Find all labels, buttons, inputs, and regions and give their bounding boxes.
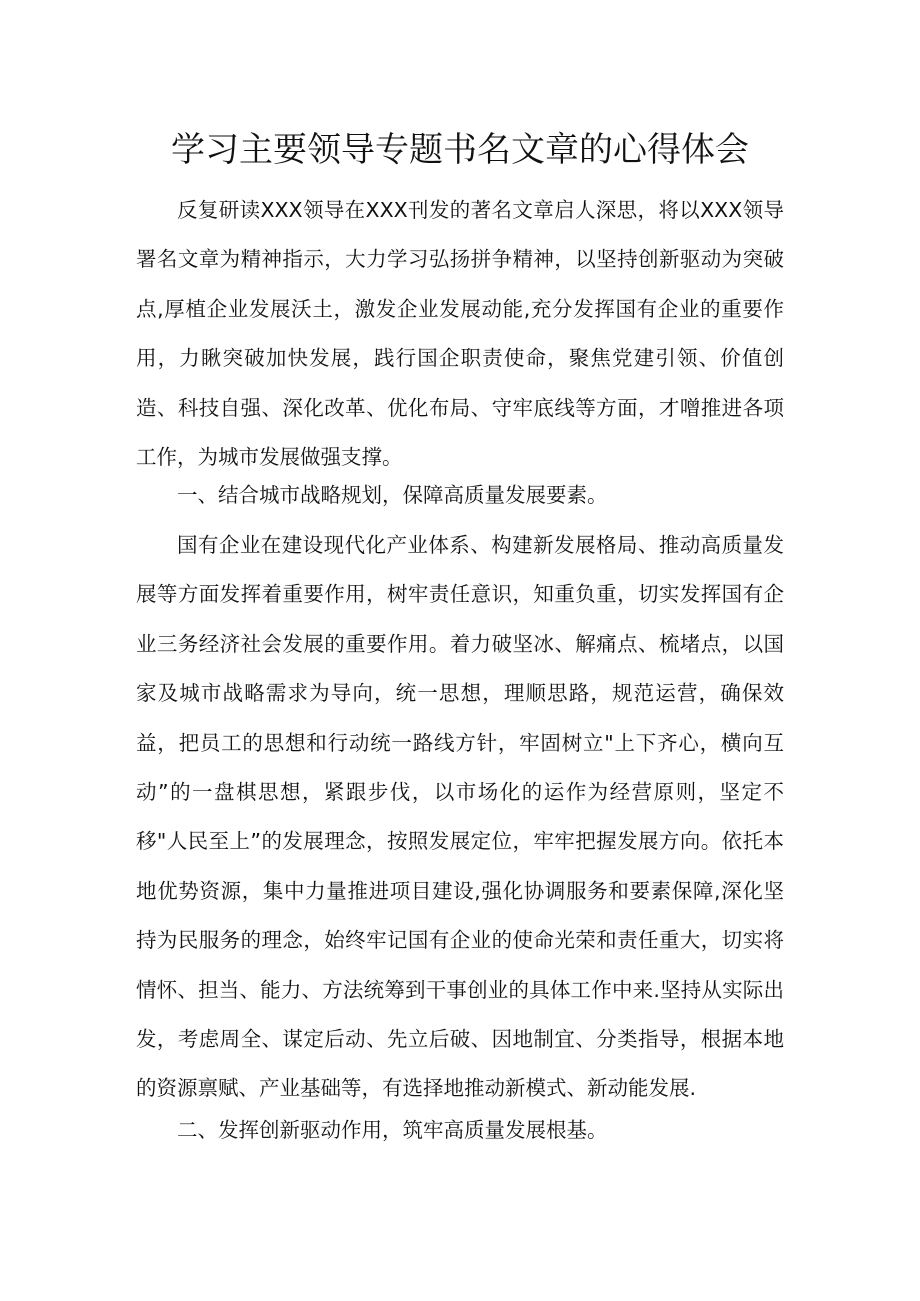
section-1-heading: 一、结合城市战略规划，保障高质量发展要素。	[177, 483, 608, 507]
section-1-paragraph: 国有企业在建设现代化产业体系、构建新发展格局、推动高质量发展等方面发挥着重要作用，树牢责任意识，知重负重，切实发挥国有企业三务经济社会发展的重要作用。着力破坚冰、解痛点、梳堵点，以国家及城市战略需求为导向，统一思想，理顺思路，规范运营，确保效益，把员工的思想和行动统一路线方针，牢固树立"上下齐心，横向互动”的一盘棋思想，紧跟步伐，以市场化的运作为经营原则，坚定不移"人民至上”的发展理念，按照发展定位，牢牢把握发展方向。依托本地优势资源，集中力量推进项目建设,强化协调服务和要素保障,深化坚持为民服务的理念，始终牢记国有企业的使命光荣和责任重大，切实将情怀、担当、能力、方法统筹到干事创业的具体工作中来.坚持从实际出发，考虑周全、谋定后动、先立后破、因地制宜、分类指导，根据本地的资源禀赋、产业基础等，有选择地推动新模式、新动能发展.	[136, 533, 784, 1101]
intro-paragraph: 反复研读XXX领导在XXX刊发的著名文章启人深思，将以XXX领导署名文章为精神指示，大力学习弘扬拼争精神，以坚持创新驱动为突破点,厚植企业发展沃土，激发企业发展动能,充分发挥国有企业的重要作用，力瞅突破加快发展，践行国企职责使命，聚焦党建引领、价值创造、科技自强、深化改革、优化布局、守牢底线等方面，才噌推进各项工作，为城市发展做强支撑。	[136, 198, 784, 470]
document-title: 学习主要领导专题书名文章的心得体会	[171, 130, 749, 170]
section-2-heading: 二、发挥创新驱动作用，筑牢高质量发展根基。	[177, 1118, 608, 1142]
